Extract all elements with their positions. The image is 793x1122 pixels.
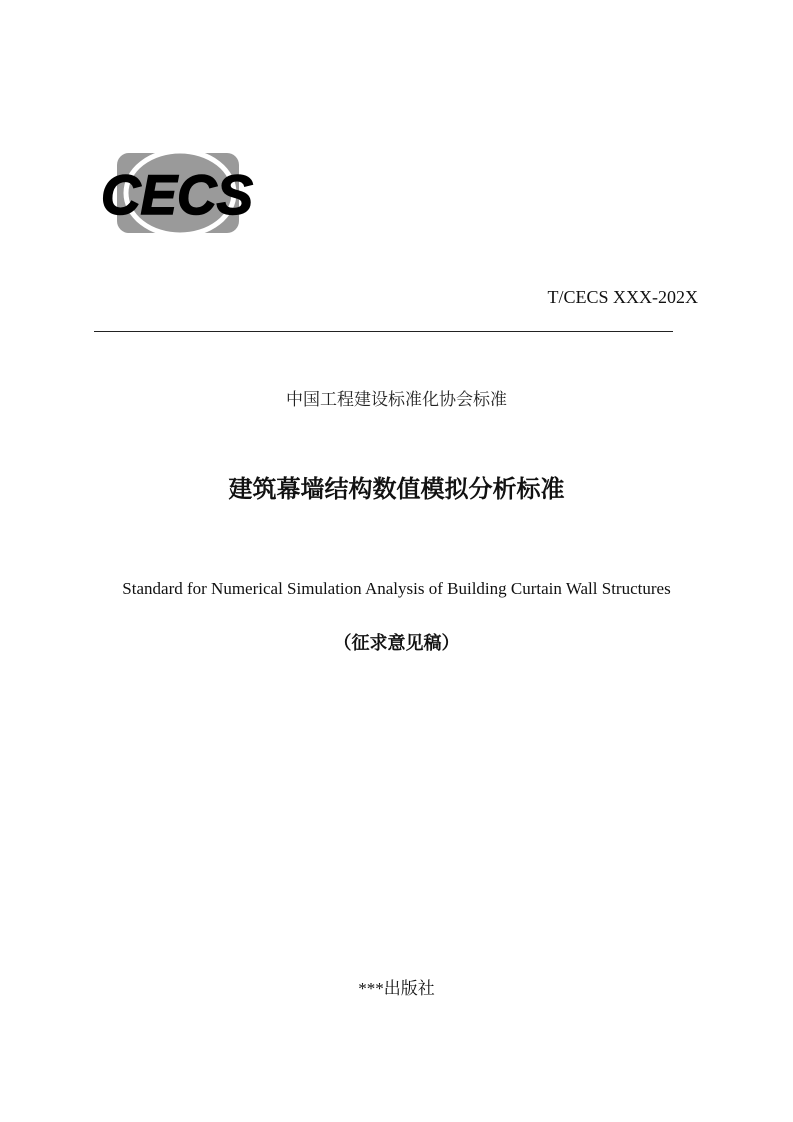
document-title-chinese: 建筑幕墙结构数值模拟分析标准 bbox=[228, 475, 565, 503]
draft-status: （征求意见稿） bbox=[333, 633, 460, 654]
document-title-english: Standard for Numerical Simulation Analysis of Building Curtain Wall Structures bbox=[122, 579, 671, 598]
logo-text: CECS bbox=[101, 163, 253, 226]
cecs-logo bbox=[95, 142, 265, 250]
header-divider bbox=[94, 331, 673, 332]
association-name: 中国工程建设标准化协会标准 bbox=[286, 390, 507, 410]
cecs-logo-graphic bbox=[95, 142, 265, 250]
publisher-name: ***出版社 bbox=[358, 979, 435, 998]
standard-number: T/CECS XXX-202X bbox=[547, 287, 698, 307]
